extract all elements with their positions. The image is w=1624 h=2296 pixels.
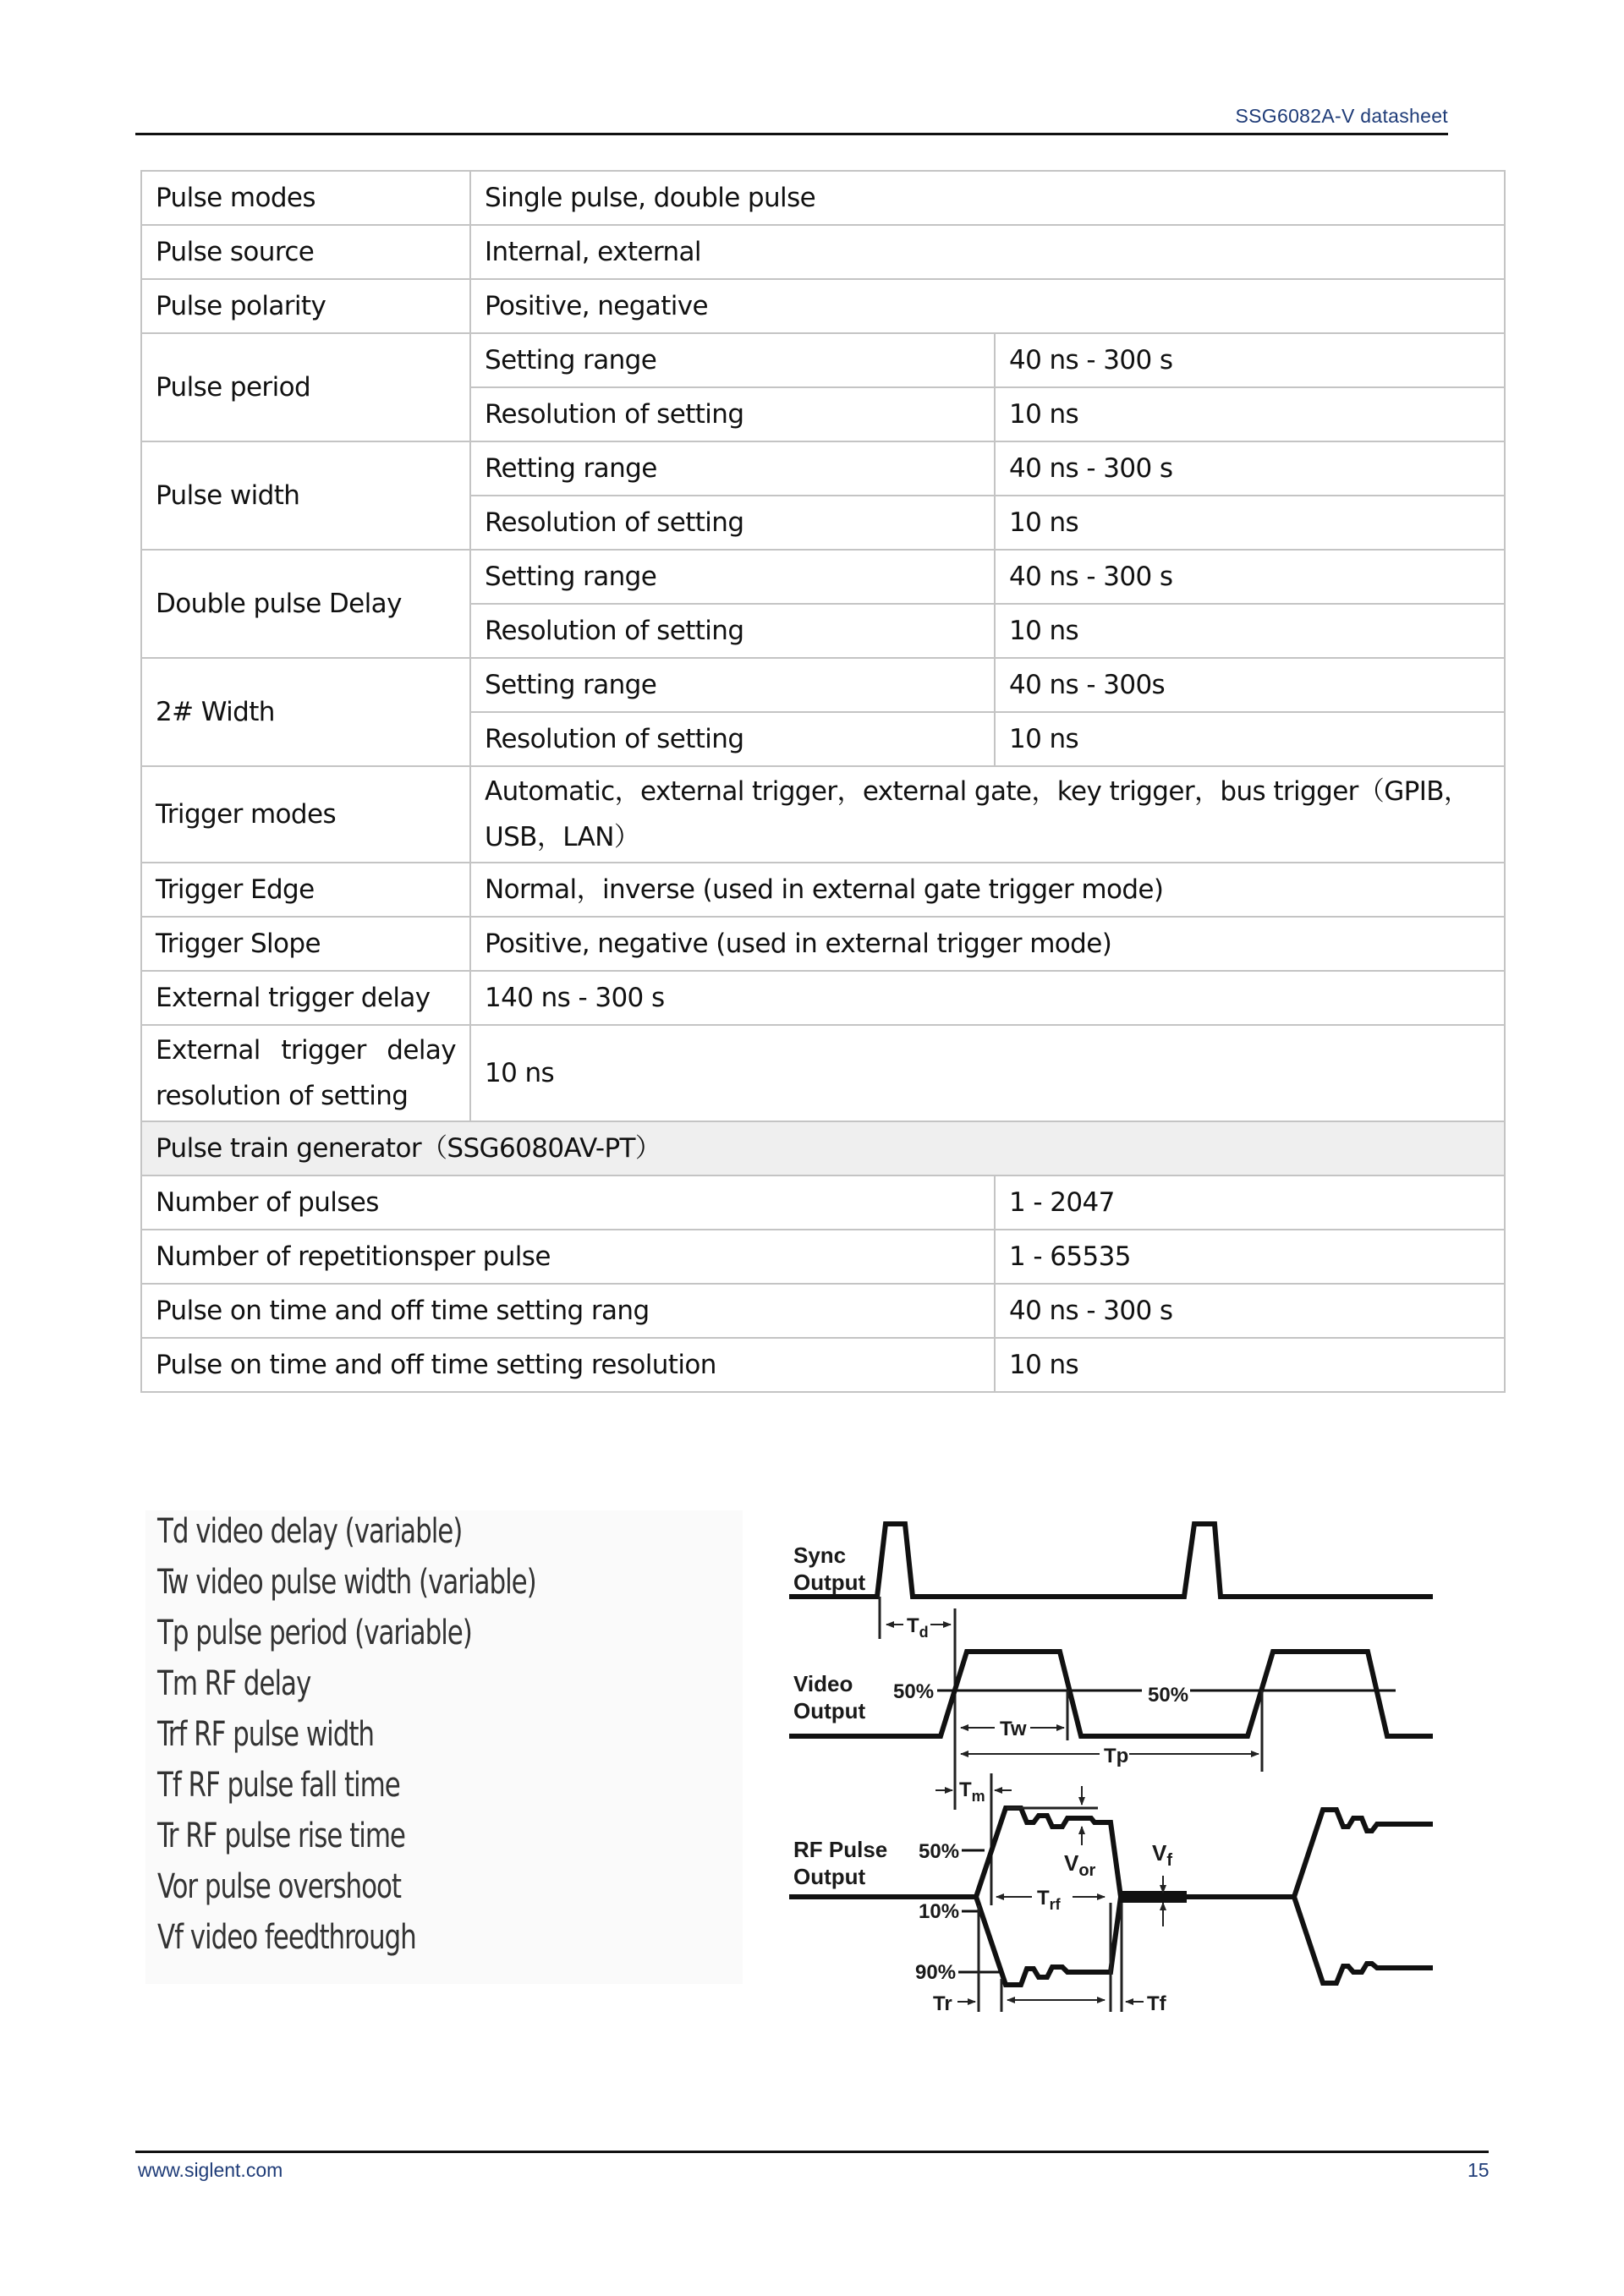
- timing-legend: [145, 1510, 743, 1984]
- row-value: Internal, external: [470, 225, 1505, 279]
- table-row: [141, 1284, 1505, 1338]
- sub-value: 10 ns: [995, 712, 1505, 766]
- row-label: Pulse source: [141, 225, 470, 279]
- tr-label: Tr: [933, 1992, 952, 2015]
- footer-divider: [135, 2151, 1489, 2153]
- pulse-spec-table: [140, 170, 1506, 1393]
- row-value: Positive, negative: [470, 279, 1505, 333]
- sub-value: 40 ns - 300 s: [995, 333, 1505, 387]
- legend-item: Vf video feedthrough: [157, 1918, 416, 1957]
- sub-value: 10 ns: [995, 387, 1505, 441]
- row-label: Double pulse Delay: [141, 550, 470, 658]
- row-value: 40 ns - 300 s: [995, 1284, 1505, 1338]
- table-row: [141, 917, 1505, 971]
- sub-label: Setting range: [470, 550, 995, 604]
- table-row: [141, 1338, 1505, 1392]
- sub-value: 40 ns - 300 s: [995, 441, 1505, 496]
- row-value: Automatic，external trigger，external gate，key trigger，bus trigger（GPIB，USB，LAN）: [470, 766, 1505, 863]
- rf-pulse-waveform: [789, 1808, 1433, 1985]
- rf-label: RF Pulse: [793, 1837, 888, 1862]
- trf-label: $T_{rf}$: [1037, 1887, 1061, 1913]
- rf-50pct-label: 50%: [919, 1840, 960, 1863]
- row-value: 10 ns: [995, 1338, 1505, 1392]
- section-title: Pulse train generator（SSG6080AV-PT）: [141, 1121, 1505, 1175]
- table-row: [141, 971, 1505, 1025]
- sub-label: Resolution of setting: [470, 387, 995, 441]
- row-label: Trigger modes: [141, 766, 470, 863]
- table-row: [141, 1230, 1505, 1284]
- legend-item: Tp pulse period (variable): [157, 1614, 472, 1652]
- page-number: 15: [1468, 2159, 1490, 2181]
- rf-10pct-label: 10%: [919, 1900, 960, 1923]
- sub-label: Retting range: [470, 441, 995, 496]
- table-row: [141, 1025, 1505, 1121]
- video-50pct-label-2: 50%: [1148, 1684, 1189, 1707]
- table-row: [141, 550, 1505, 604]
- rf-90pct-label: 90%: [915, 1961, 957, 1984]
- vor-label: $V_{or}$: [1064, 1850, 1096, 1880]
- tw-label: Tw: [1000, 1718, 1027, 1740]
- row-label: External trigger delay: [141, 971, 470, 1025]
- document-header-title: SSG6082A-V datasheet: [1235, 105, 1448, 127]
- vf-label: $V_f$: [1152, 1840, 1173, 1870]
- sync-label-output: Output: [793, 1570, 866, 1595]
- row-value: Positive, negative (used in external trigger mode): [470, 917, 1505, 971]
- row-label: 2# Width: [141, 658, 470, 766]
- table-row: [141, 279, 1505, 333]
- table-row: [141, 658, 1505, 712]
- sub-label: Resolution of setting: [470, 496, 995, 550]
- table-row: [141, 441, 1505, 496]
- sub-value: 40 ns - 300 s: [995, 550, 1505, 604]
- tm-label: $T_m$: [959, 1778, 985, 1805]
- sub-value: 10 ns: [995, 496, 1505, 550]
- legend-item: Tf RF pulse fall time: [157, 1766, 400, 1805]
- legend-item: Tm RF delay: [157, 1664, 311, 1703]
- sync-label: Sync: [793, 1543, 847, 1568]
- section-header-row: [141, 1121, 1505, 1175]
- video-50pct-label: 50%: [893, 1680, 935, 1703]
- sub-value: 40 ns - 300s: [995, 658, 1505, 712]
- video-output-waveform: [789, 1652, 1433, 1736]
- sub-label: Resolution of setting: [470, 604, 995, 658]
- table-row: [141, 171, 1505, 225]
- row-label: Number of repetitionsper pulse: [141, 1230, 995, 1284]
- table-row: [141, 863, 1505, 917]
- table-row: [141, 225, 1505, 279]
- td-label: $T_d$: [907, 1614, 929, 1641]
- row-value: 1 - 65535: [995, 1230, 1505, 1284]
- table-row: [141, 333, 1505, 387]
- video-label-output: Output: [793, 1698, 866, 1723]
- row-label: Number of pulses: [141, 1175, 995, 1230]
- legend-item: Td video delay (variable): [157, 1512, 463, 1551]
- row-label: Pulse on time and off time setting resolution: [141, 1338, 995, 1392]
- legend-item: Tr RF pulse rise time: [157, 1817, 405, 1855]
- legend-item: Trf RF pulse width: [157, 1715, 375, 1754]
- row-value: 140 ns - 300 s: [470, 971, 1505, 1025]
- row-label: Trigger Slope: [141, 917, 470, 971]
- video-label: Video: [793, 1671, 853, 1696]
- row-label: Pulse polarity: [141, 279, 470, 333]
- row-value: Normal，inverse (used in external gate trigger mode): [470, 863, 1505, 917]
- row-label: Pulse on time and off time setting rang: [141, 1284, 995, 1338]
- sub-value: 10 ns: [995, 604, 1505, 658]
- row-label: Pulse width: [141, 441, 470, 550]
- sub-label: Setting range: [470, 658, 995, 712]
- legend-item: Tw video pulse width (variable): [157, 1563, 536, 1602]
- tf-label: Tf: [1147, 1992, 1166, 2015]
- row-label: Pulse period: [141, 333, 470, 441]
- row-label: Trigger Edge: [141, 863, 470, 917]
- row-label: Pulse modes: [141, 171, 470, 225]
- row-label: External trigger delay resolution of setting: [141, 1025, 470, 1121]
- footer-website-link[interactable]: www.siglent.com: [138, 2159, 283, 2181]
- row-value: Single pulse, double pulse: [470, 171, 1505, 225]
- table-row: [141, 1175, 1505, 1230]
- legend-item: Vor pulse overshoot: [157, 1867, 401, 1906]
- row-value: 10 ns: [470, 1025, 1505, 1121]
- row-value: 1 - 2047: [995, 1175, 1505, 1230]
- sync-output-waveform: [789, 1524, 1433, 1597]
- table-row: [141, 766, 1505, 863]
- sub-label: Setting range: [470, 333, 995, 387]
- rf-label-output: Output: [793, 1864, 866, 1889]
- tp-label: Tp: [1104, 1745, 1129, 1767]
- sub-label: Resolution of setting: [470, 712, 995, 766]
- header-divider: [135, 133, 1448, 135]
